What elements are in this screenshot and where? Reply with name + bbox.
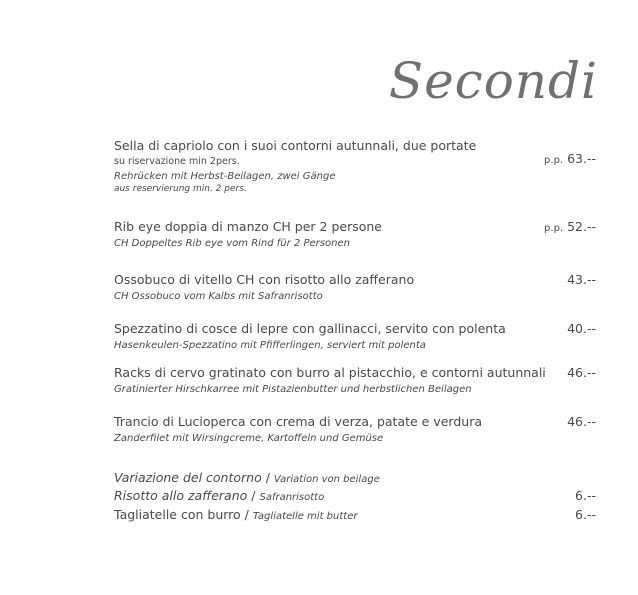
- dish-price: 40.--: [567, 321, 596, 336]
- side-line: [114, 507, 596, 522]
- dish-price: 46.--: [567, 414, 596, 429]
- price-prefix: p.p.: [544, 155, 564, 166]
- sides-header: [114, 470, 596, 485]
- dish-translation: CH Ossobuco vom Kalbs mit Safranrisotto: [114, 291, 323, 302]
- menu-item: [114, 219, 596, 250]
- separator: /: [244, 507, 249, 522]
- price-prefix: p.p.: [544, 223, 564, 234]
- side-translation: Safranrisotto: [259, 492, 325, 503]
- dish-name: Ossobuco di vitello CH con risotto allo zafferano: [114, 272, 415, 287]
- dish-note: su riservazione min 2pers.: [114, 156, 240, 167]
- side-name: Risotto allo zafferano: [114, 488, 248, 503]
- menu-item: [114, 365, 596, 396]
- dish-name: Spezzatino di cosce di lepre con gallinacci, servito con polenta: [114, 321, 506, 336]
- dish-translation: Gratinierter Hirschkarree mit Pistazienbutter und herbstlichen Beilagen: [114, 384, 472, 395]
- price-value: 52.--: [567, 219, 596, 234]
- separator: /: [265, 470, 270, 485]
- sides-header-de: Variation von beilage: [273, 474, 380, 485]
- dish-translation: Hasenkeulen-Spezzatino mit Pfifferlingen, serviert mit polenta: [114, 340, 426, 351]
- dish-price: [544, 151, 596, 166]
- dish-name: Trancio di Lucioperca con crema di verza, patate e verdura: [114, 414, 482, 429]
- dish-price: 43.--: [567, 272, 596, 287]
- dish-name: Sella di capriolo con i suoi contorni autunnali, due portate: [114, 138, 477, 153]
- side-line: [114, 488, 596, 503]
- side-name: Tagliatelle con burro: [114, 507, 241, 522]
- separator: /: [251, 488, 256, 503]
- dish-translation-note: aus reservierung min. 2 pers.: [114, 184, 247, 194]
- dish-name: Racks di cervo gratinato con burro al pistacchio, e contorni autunnali: [114, 365, 546, 380]
- dish-price: [544, 219, 596, 234]
- dish-name: Rib eye doppia di manzo CH per 2 persone: [114, 219, 382, 234]
- dish-price: 46.--: [567, 365, 596, 380]
- price-value: 63.--: [567, 151, 596, 166]
- dish-translation: Rehrücken mit Herbst-Beilagen, zwei Gänge: [114, 171, 336, 182]
- side-price: 6.--: [575, 488, 596, 503]
- side-price: 6.--: [575, 507, 596, 522]
- menu-item: [114, 272, 596, 303]
- menu-item: [114, 321, 596, 352]
- menu-item: [114, 138, 596, 196]
- menu-item: [114, 414, 596, 445]
- dish-translation: CH Doppeltes Rib eye vom Rind für 2 Personen: [114, 238, 350, 249]
- page-title: Secondi: [388, 52, 598, 110]
- sides-header-it: Variazione del contorno: [114, 470, 262, 485]
- side-translation: Tagliatelle mit butter: [252, 511, 358, 522]
- dish-translation: Zanderfilet mit Wirsingcreme, Kartoffeln und Gemüse: [114, 433, 384, 444]
